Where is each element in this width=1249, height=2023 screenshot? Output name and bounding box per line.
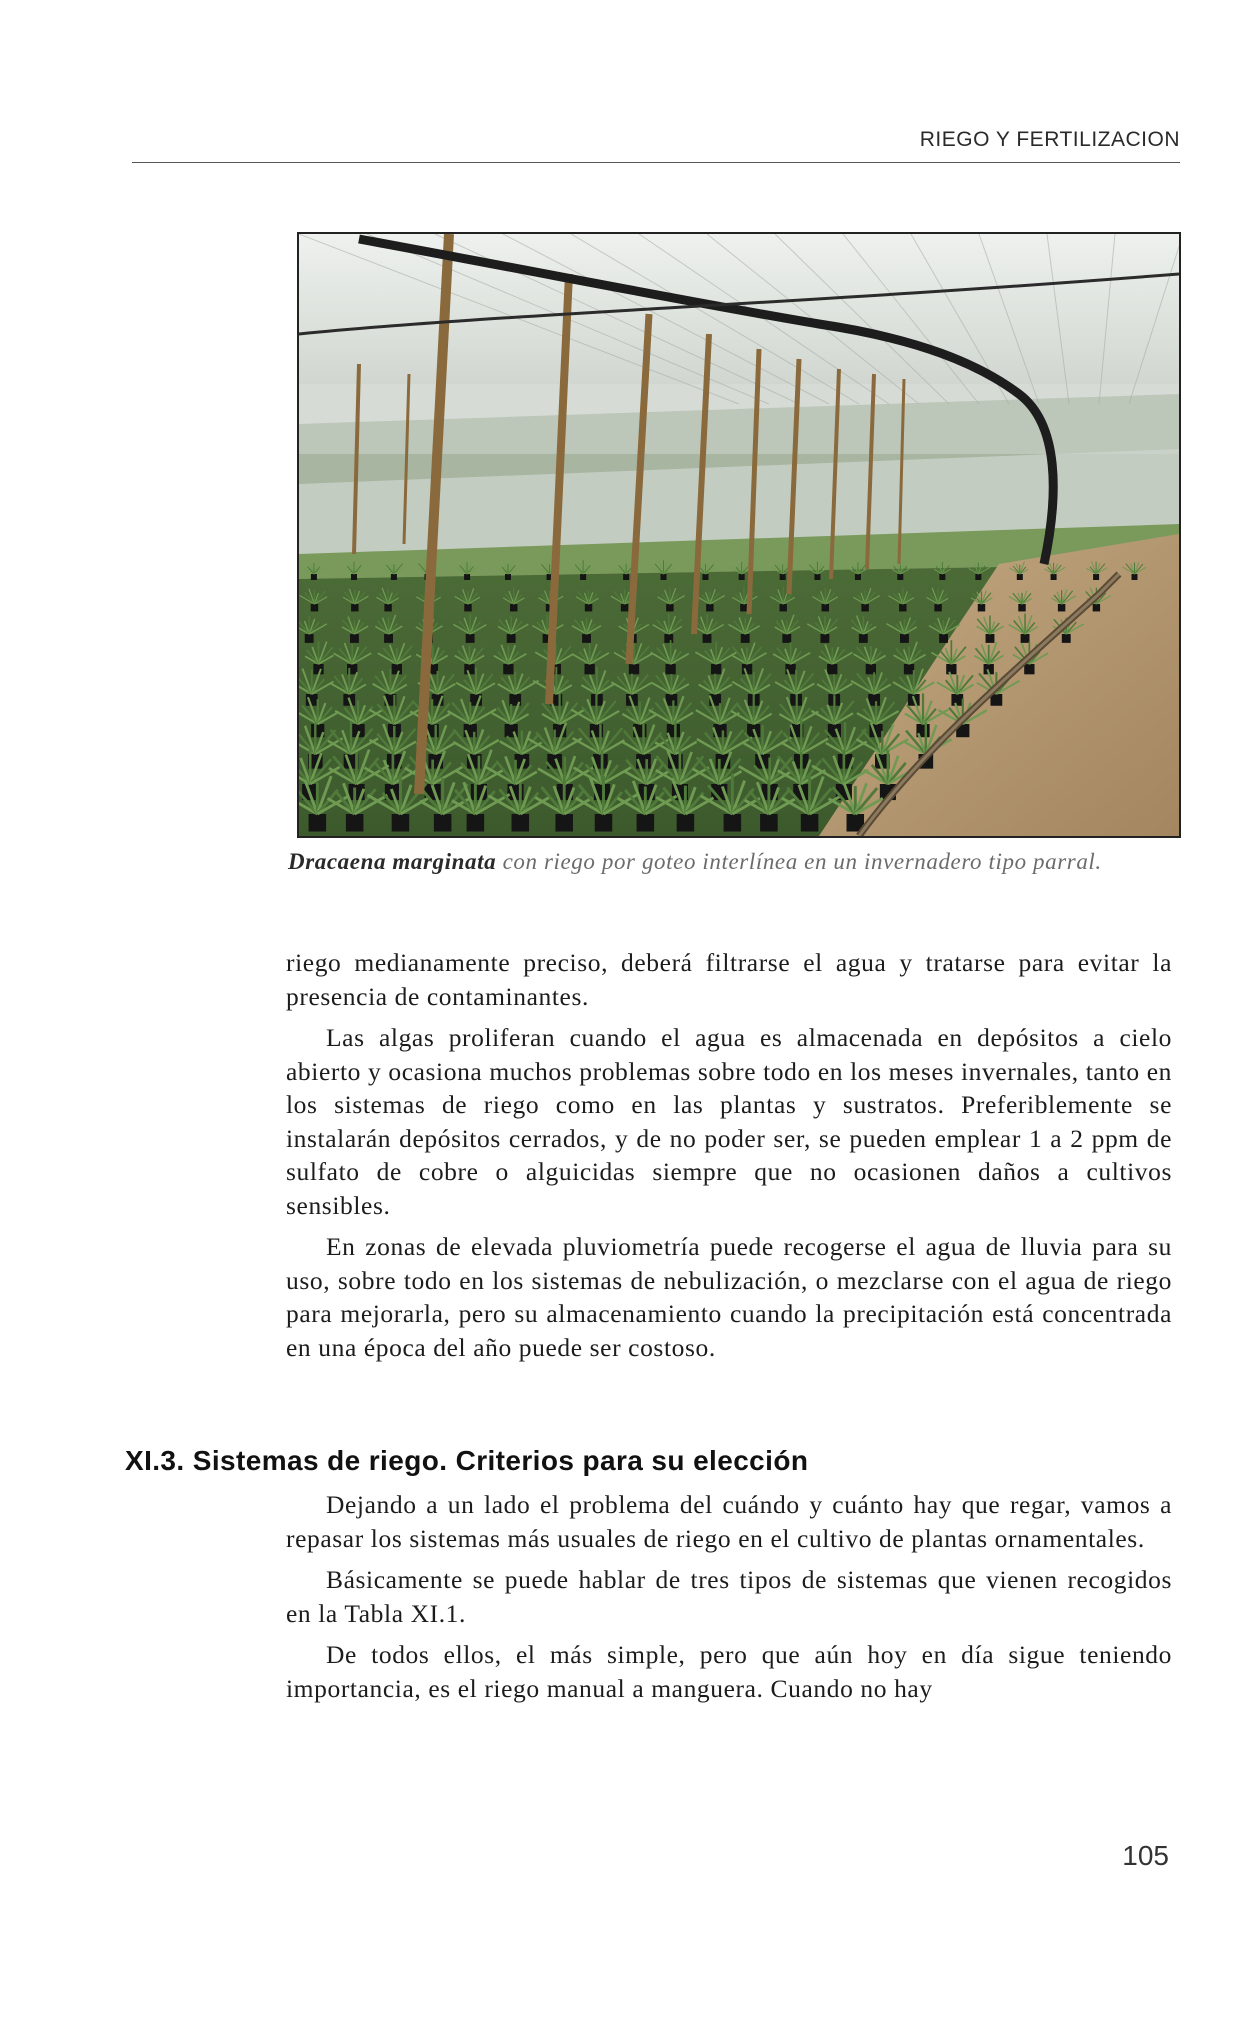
section-heading: XI.3. Sistemas de riego. Criterios para su elección: [125, 1445, 809, 1476]
figure-caption: [288, 846, 1168, 877]
paragraph: riego medianamente preciso, deberá filtrarse el agua y tratarse para evitar la presencia de contaminantes.: [286, 948, 1172, 1011]
caption-description: con riego por goteo interlínea en un invernadero tipo parral.: [502, 849, 1102, 874]
running-header: [132, 128, 1180, 163]
paragraph: En zonas de elevada pluviometría puede recogerse el agua de lluvia para su uso, sobre todo en los sistemas de nebulización, o mezclarse con el agua de riego para mejorarla, pero su almacenamiento cuando la precipitación está concentrada en una época del año puede ser costoso.: [286, 1232, 1172, 1362]
greenhouse-illustration: [299, 234, 1179, 836]
body-text-top: [286, 946, 1172, 1372]
greenhouse-photo: [297, 232, 1181, 838]
paragraph: De todos ellos, el más simple, pero que aún hoy en día sigue teniendo importancia, es el riego manual a manguera. Cuando no hay: [286, 1640, 1172, 1703]
running-header-title: RIEGO Y FERTILIZACION: [919, 128, 1180, 151]
body-text-bottom: [286, 1488, 1172, 1713]
paragraph: Dejando a un lado el problema del cuándo y cuánto hay que regar, vamos a repasar los sistemas más usuales de riego en el cultivo de plantas ornamentales.: [286, 1490, 1172, 1553]
paragraph: Básicamente se puede hablar de tres tipos de sistemas que vienen recogidos en la Tabla XI.1.: [286, 1565, 1172, 1628]
paragraph: Las algas proliferan cuando el agua es almacenada en depósitos a cielo abierto y ocasiona muchos problemas sobre todo en los meses invernales, tanto en los sistemas de riego como en las plantas y sustratos. Preferiblemente se instalarán depósitos cerrados, y de no poder ser, se pueden emplear 1 a 2 ppm de sulfato de cobre o alguicidas siempre que no ocasionen daños a cultivos sensibles.: [286, 1023, 1172, 1220]
caption-species: Dracaena marginata: [288, 849, 497, 874]
page-number: 105: [1122, 1840, 1169, 1871]
